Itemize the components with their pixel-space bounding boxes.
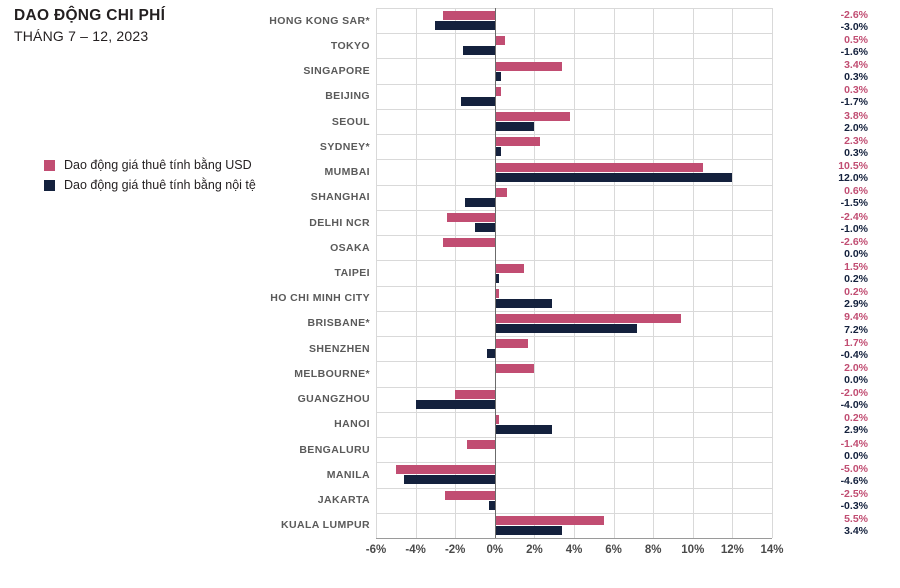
x-axis-tick-label: 14% bbox=[760, 544, 784, 556]
bar bbox=[443, 238, 494, 247]
value-label-usd: -5.0% bbox=[840, 462, 868, 475]
category-label: SINGAPORE bbox=[303, 65, 370, 78]
row-separator bbox=[376, 336, 772, 337]
x-axis-tick-label: 10% bbox=[681, 544, 705, 556]
category-axis-labels bbox=[250, 8, 376, 538]
value-label-local: -4.0% bbox=[840, 399, 868, 412]
row-separator bbox=[376, 185, 772, 186]
value-label-local: 0.0% bbox=[844, 247, 868, 260]
value-label-local: 7.2% bbox=[844, 323, 868, 336]
bar bbox=[495, 264, 525, 273]
x-axis-tick-label: 8% bbox=[644, 544, 662, 556]
value-label-group bbox=[844, 286, 868, 310]
row-separator bbox=[376, 159, 772, 160]
value-label-group bbox=[841, 463, 868, 487]
grid-line bbox=[732, 8, 733, 538]
value-label-group bbox=[841, 210, 868, 234]
value-label-local: 0.0% bbox=[844, 449, 868, 462]
category-label: BRISBANE* bbox=[307, 317, 370, 330]
grid-line bbox=[693, 8, 694, 538]
grid-line bbox=[574, 8, 575, 538]
category-label: GUANGZHOU bbox=[297, 393, 370, 406]
value-label-usd: -2.6% bbox=[840, 8, 868, 21]
value-label-usd: 5.5% bbox=[844, 513, 868, 526]
category-label: TOKYO bbox=[330, 39, 370, 52]
row-separator bbox=[376, 387, 772, 388]
category-label: MUMBAI bbox=[324, 166, 370, 179]
bar bbox=[404, 475, 495, 484]
value-label-group bbox=[841, 438, 868, 462]
row-separator bbox=[376, 8, 772, 9]
value-label-group bbox=[841, 236, 868, 260]
bar bbox=[495, 163, 703, 172]
value-label-usd: 0.5% bbox=[844, 33, 868, 46]
bar bbox=[495, 314, 681, 323]
bar bbox=[495, 188, 507, 197]
bar bbox=[416, 400, 495, 409]
bar bbox=[495, 526, 562, 535]
x-axis-tick-label: 0% bbox=[486, 544, 504, 556]
category-label: SYDNEY* bbox=[319, 140, 370, 153]
value-label-group bbox=[844, 59, 868, 83]
legend-item-label: Dao động giá thuê tính bằng nội tệ bbox=[64, 178, 256, 192]
bar bbox=[463, 46, 495, 55]
value-label-usd: 0.2% bbox=[844, 412, 868, 425]
row-separator bbox=[376, 286, 772, 287]
category-label: HONG KONG SAR* bbox=[269, 14, 370, 27]
x-axis-line bbox=[376, 538, 772, 539]
grid-line bbox=[455, 8, 456, 538]
value-label-usd: 9.4% bbox=[844, 311, 868, 324]
bar bbox=[495, 122, 535, 131]
chart-plot-area bbox=[250, 8, 900, 580]
value-label-group bbox=[844, 261, 868, 285]
value-label-local: -4.6% bbox=[840, 474, 868, 487]
bar bbox=[495, 516, 604, 525]
value-label-group bbox=[838, 160, 868, 184]
value-label-local: 0.2% bbox=[844, 273, 868, 285]
bar bbox=[495, 299, 552, 308]
value-label-local: -0.4% bbox=[840, 348, 868, 361]
x-axis-tick-label: -4% bbox=[405, 544, 426, 556]
bar bbox=[467, 440, 495, 449]
value-label-usd: 3.8% bbox=[844, 109, 868, 122]
legend-swatch-icon bbox=[44, 180, 55, 191]
value-label-group bbox=[844, 513, 868, 537]
category-label: BENGALURU bbox=[299, 443, 370, 456]
value-label-local: 3.4% bbox=[844, 525, 868, 538]
value-label-usd: 2.3% bbox=[844, 134, 868, 147]
category-label: KUALA LUMPUR bbox=[281, 519, 370, 532]
value-label-local: -1.0% bbox=[840, 222, 868, 235]
value-label-group bbox=[841, 9, 868, 33]
bar bbox=[443, 11, 494, 20]
category-label: TAIPEI bbox=[334, 267, 370, 279]
value-label-local: 0.3% bbox=[844, 71, 868, 84]
value-label-usd: 1.7% bbox=[844, 336, 868, 349]
value-label-local: -0.3% bbox=[840, 500, 868, 513]
value-label-usd: 1.5% bbox=[844, 260, 868, 273]
bar bbox=[455, 390, 495, 399]
bar bbox=[495, 112, 570, 121]
x-axis-tick-label: -2% bbox=[444, 544, 466, 556]
value-label-local: 2.0% bbox=[844, 121, 868, 134]
value-label-local: -1.5% bbox=[840, 197, 868, 210]
value-label-local: -1.7% bbox=[840, 96, 868, 109]
row-separator bbox=[376, 260, 772, 261]
value-label-group bbox=[844, 110, 868, 134]
bar bbox=[495, 62, 562, 71]
value-label-group bbox=[844, 135, 868, 159]
value-label-usd: -2.4% bbox=[840, 210, 868, 223]
row-separator bbox=[376, 437, 772, 438]
value-label-local: 2.9% bbox=[844, 298, 868, 311]
row-separator bbox=[376, 513, 772, 514]
grid-line bbox=[653, 8, 654, 538]
grid-line bbox=[534, 8, 535, 538]
bar bbox=[435, 21, 494, 30]
legend-swatch-icon bbox=[44, 160, 55, 171]
row-separator bbox=[376, 134, 772, 135]
value-label-group bbox=[844, 362, 868, 386]
x-axis-tick-label: 6% bbox=[605, 544, 622, 556]
value-label-usd: 0.6% bbox=[844, 185, 868, 198]
bar bbox=[495, 364, 535, 373]
bar bbox=[495, 137, 541, 146]
x-axis-tick-label: 2% bbox=[526, 544, 543, 556]
value-label-usd: 3.4% bbox=[844, 59, 868, 72]
x-axis-tick-label: 4% bbox=[565, 544, 583, 556]
value-label-usd: -2.0% bbox=[840, 387, 868, 400]
category-label: MELBOURNE* bbox=[294, 367, 370, 380]
bar bbox=[445, 491, 495, 500]
value-label-local: -3.0% bbox=[840, 20, 868, 33]
bar bbox=[495, 173, 733, 182]
value-label-usd: 0.3% bbox=[844, 84, 868, 97]
value-label-local: 12.0% bbox=[838, 172, 868, 185]
category-label: JAKARTA bbox=[317, 494, 370, 507]
row-separator bbox=[376, 235, 772, 236]
category-label: DELHI NCR bbox=[309, 216, 370, 229]
value-labels-column bbox=[786, 8, 868, 538]
row-separator bbox=[376, 58, 772, 59]
x-axis-tick-label: 12% bbox=[720, 544, 744, 556]
x-axis-ticks bbox=[365, 542, 784, 564]
bar bbox=[475, 223, 495, 232]
value-label-usd: -2.6% bbox=[840, 235, 868, 248]
value-label-usd: 10.5% bbox=[838, 159, 868, 172]
row-separator bbox=[376, 33, 772, 34]
category-label: SHENZHEN bbox=[309, 342, 370, 355]
value-label-group bbox=[841, 488, 868, 512]
grid-line bbox=[416, 8, 417, 538]
value-label-group bbox=[841, 185, 868, 209]
x-axis-tick-label: -6% bbox=[365, 544, 387, 556]
title-block bbox=[14, 6, 244, 44]
bar bbox=[495, 339, 529, 348]
row-separator bbox=[376, 462, 772, 463]
row-separator bbox=[376, 488, 772, 489]
bars-container bbox=[376, 8, 772, 538]
category-label: HO CHI MINH CITY bbox=[270, 292, 370, 305]
grid-line bbox=[772, 8, 773, 538]
legend-item-label: Dao động giá thuê tính bằng USD bbox=[64, 158, 252, 172]
bar bbox=[495, 36, 505, 45]
bar bbox=[396, 465, 495, 474]
row-separator bbox=[376, 311, 772, 312]
value-label-usd: 0.2% bbox=[844, 286, 868, 299]
category-label: HANOI bbox=[334, 418, 370, 431]
value-label-usd: 2.0% bbox=[844, 361, 868, 374]
value-label-group bbox=[844, 412, 868, 436]
value-label-local: 0.0% bbox=[844, 373, 868, 386]
page-title: DAO ĐỘNG CHI PHÍ bbox=[14, 7, 166, 24]
row-separator bbox=[376, 84, 772, 85]
value-label-local: 2.9% bbox=[844, 424, 868, 437]
value-label-group bbox=[841, 84, 868, 108]
bar bbox=[487, 349, 495, 358]
bar bbox=[461, 97, 495, 106]
bar bbox=[465, 198, 495, 207]
category-label: SHANGHAI bbox=[310, 191, 370, 204]
value-label-group bbox=[841, 337, 868, 361]
row-separator bbox=[376, 210, 772, 211]
bar bbox=[495, 425, 552, 434]
category-label: MANILA bbox=[326, 468, 370, 481]
value-label-group bbox=[841, 387, 868, 411]
page-subtitle: THÁNG 7 – 12, 2023 bbox=[14, 28, 149, 45]
category-label: BEIJING bbox=[325, 90, 370, 103]
zero-axis-line bbox=[495, 8, 496, 538]
category-label: OSAKA bbox=[330, 241, 370, 254]
value-label-group bbox=[844, 311, 868, 335]
value-label-usd: -2.5% bbox=[840, 488, 868, 501]
bar bbox=[495, 324, 638, 333]
value-label-usd: -1.4% bbox=[840, 437, 868, 450]
row-separator bbox=[376, 109, 772, 110]
bar bbox=[447, 213, 495, 222]
grid-line bbox=[376, 8, 377, 538]
row-separator bbox=[376, 412, 772, 413]
grid-line bbox=[614, 8, 615, 538]
row-separator bbox=[376, 361, 772, 362]
value-label-group bbox=[841, 34, 868, 58]
category-label: SEOUL bbox=[331, 115, 370, 128]
value-label-local: -1.6% bbox=[840, 45, 868, 58]
value-label-local: 0.3% bbox=[844, 146, 868, 159]
